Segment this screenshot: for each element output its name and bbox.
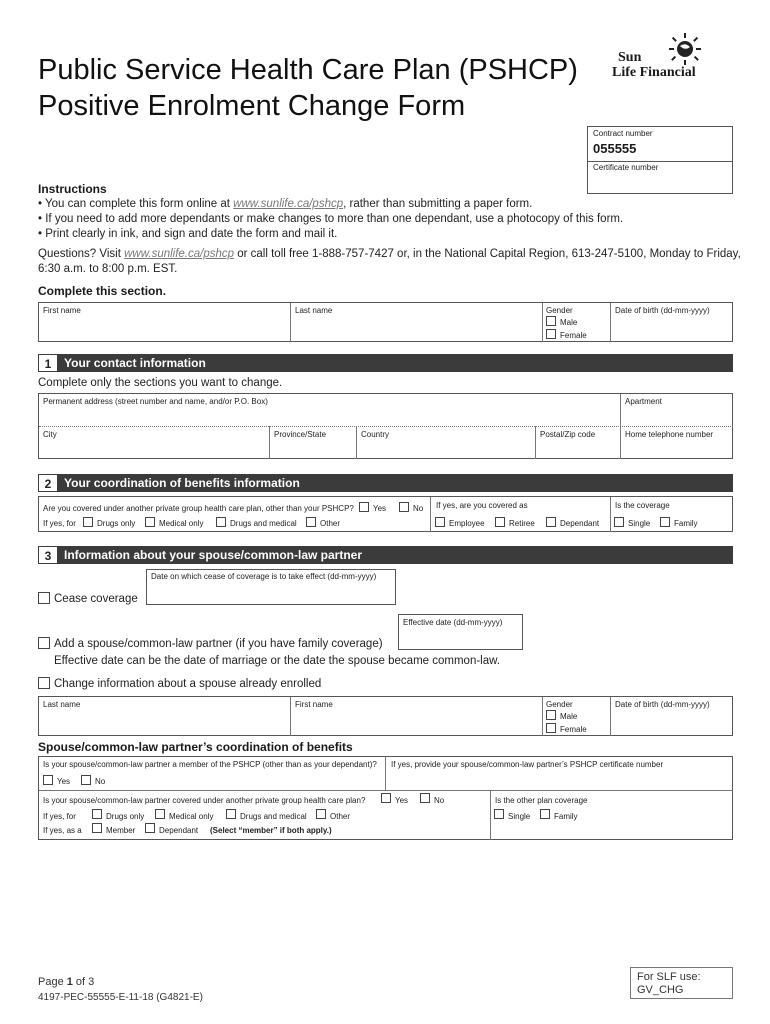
female-checkbox[interactable] <box>546 329 556 339</box>
medical-only-checkbox[interactable] <box>145 517 155 527</box>
spouse-male-label: Male <box>560 712 578 721</box>
spouse-member-question: Is your spouse/common-law partner a member of the PSHCP (other than as your dependant)? <box>43 760 377 769</box>
add-spouse-label: Add a spouse/common-law partner (if you have family coverage) <box>54 638 383 650</box>
cease-coverage-label: Cease coverage <box>54 593 138 605</box>
spouse-member-yes-label: Yes <box>57 777 71 786</box>
spouse-family-checkbox[interactable] <box>540 809 550 819</box>
spouse-cob-heading: Spouse/common-law partner’s coordination of benefits <box>38 740 353 754</box>
spouse-member-label: Member <box>106 826 136 835</box>
change-info-label: Change information about a spouse already enrolled <box>54 678 322 690</box>
covered-as-label: If yes, are you covered as <box>436 501 528 510</box>
employee-label: Employee <box>449 519 485 528</box>
spouse-name-row <box>38 696 733 736</box>
other-plan-coverage-label: Is the other plan coverage <box>495 796 588 805</box>
sun-life-logo <box>610 32 735 82</box>
spouse-female-checkbox[interactable] <box>546 723 556 733</box>
effective-date-field[interactable] <box>398 614 523 650</box>
address-block <box>38 393 733 459</box>
cob-question: Are you covered under another private group health care plan, other than your PSHCP? <box>43 504 354 513</box>
dependant-label: Dependant <box>560 519 600 528</box>
name-row <box>38 302 733 342</box>
spouse-single-label: Single <box>508 812 531 821</box>
change-info-checkbox[interactable] <box>38 677 50 689</box>
address-label: Permanent address (street number and name, and/or P.O. Box) <box>43 397 268 406</box>
retiree-label: Retiree <box>509 519 535 528</box>
family-label: Family <box>674 519 698 528</box>
spouse-ifyes-as-label: If yes, as a <box>43 826 82 835</box>
other-checkbox[interactable] <box>306 517 316 527</box>
province-label: Province/State <box>274 430 327 439</box>
section-1-bar <box>38 354 733 372</box>
cease-date-label: Date on which cease of coverage is to take effect (dd-mm-yyyy) <box>151 572 377 581</box>
city-label: City <box>43 430 57 439</box>
spouse-other-label: Other <box>330 812 351 821</box>
spouse-male-checkbox[interactable] <box>546 710 556 720</box>
spouse-plan-no-checkbox[interactable] <box>420 793 430 803</box>
section-3-bar <box>38 546 733 564</box>
sunlife-link[interactable]: www.sunlife.ca/pshcp <box>233 198 344 210</box>
select-member-note: (Select “member” if both apply.) <box>210 826 332 835</box>
postal-label: Postal/Zip code <box>540 430 596 439</box>
section-3-title: Information about your spouse/common-law partner <box>64 548 363 562</box>
spouse-medical-only-label: Medical only <box>169 812 214 821</box>
dependant-checkbox[interactable] <box>546 517 556 527</box>
slf-use-code: GV_CHG <box>637 984 684 996</box>
certificate-number-label: Certificate number <box>593 163 659 172</box>
spouse-gender-label: Gender <box>546 700 573 709</box>
spouse-member-no-label: No <box>95 777 106 786</box>
other-label: Other <box>320 519 341 528</box>
spouse-certificate-label: If yes, provide your spouse/common-law partner’s PSHCP certificate number <box>391 760 664 769</box>
spouse-member-no-checkbox[interactable] <box>81 775 91 785</box>
spouse-drugs-only-checkbox[interactable] <box>92 809 102 819</box>
add-spouse-checkbox[interactable] <box>38 637 50 649</box>
instruction-bullet-3: • Print clearly in ink, and sign and date the form and mail it. <box>38 228 338 240</box>
family-checkbox[interactable] <box>660 517 670 527</box>
spouse-other-plan-question: Is your spouse/common-law partner covered under another private group health care plan? <box>43 796 366 805</box>
page-title <box>38 52 578 124</box>
cease-coverage-checkbox[interactable] <box>38 592 50 604</box>
spouse-dob-label: Date of birth (dd-mm-yyyy) <box>615 700 710 709</box>
ifyes-for-label: If yes, for <box>43 519 76 528</box>
spouse-ifyes-for-label: If yes, for <box>43 812 76 821</box>
section-2-number: 2 <box>38 474 58 492</box>
spouse-medical-only-checkbox[interactable] <box>155 809 165 819</box>
male-label: Male <box>560 318 578 327</box>
logo-life-financial: Life Financial <box>612 65 696 80</box>
instruction-bullet-2: • If you need to add more dependants or make changes to more than one dependant, use a photocopy of this form. <box>38 213 624 225</box>
first-name-label: First name <box>43 306 81 315</box>
phone-label: Home telephone number <box>625 430 714 439</box>
female-label: Female <box>560 331 587 340</box>
title-line-1: Public Service Health Care Plan (PSHCP) <box>38 54 578 86</box>
drugs-medical-label: Drugs and medical <box>230 519 297 528</box>
complete-heading: Complete this section. <box>38 284 167 298</box>
employee-checkbox[interactable] <box>435 517 445 527</box>
sunlife-link-2[interactable]: www.sunlife.ca/pshcp <box>124 248 235 260</box>
spouse-female-label: Female <box>560 725 587 734</box>
spouse-cob-block <box>38 756 733 840</box>
dob-label: Date of birth (dd-mm-yyyy) <box>615 306 710 315</box>
country-label: Country <box>361 430 390 439</box>
section-2-title: Your coordination of benefits information <box>64 476 300 490</box>
instructions-heading: Instructions <box>38 182 107 196</box>
spouse-dependant-label: Dependant <box>159 826 199 835</box>
cob-no-label: No <box>413 504 424 513</box>
spouse-member-checkbox[interactable] <box>92 823 102 833</box>
instruction-bullet-1: • You can complete this form online at www.sunlife.ca/pshcp, rather than submitting a paper form. <box>38 198 533 210</box>
single-checkbox[interactable] <box>614 517 624 527</box>
cob-yes-label: Yes <box>373 504 387 513</box>
logo-sun: Sun <box>618 50 642 65</box>
contract-number-value[interactable]: 055555 <box>593 141 637 156</box>
slf-use-box <box>630 967 733 999</box>
add-spouse-note: Effective date can be the date of marriage or the date the spouse became common-law. <box>54 655 500 667</box>
contract-number-label: Contract number <box>593 129 653 138</box>
section-1-title: Your contact information <box>64 356 206 370</box>
spouse-plan-yes-label: Yes <box>395 796 409 805</box>
coordination-block <box>38 496 733 532</box>
contract-box <box>587 126 733 194</box>
cease-date-field[interactable] <box>146 569 396 605</box>
spouse-family-label: Family <box>554 812 578 821</box>
male-checkbox[interactable] <box>546 316 556 326</box>
section-1-intro: Complete only the sections you want to change. <box>38 377 283 389</box>
gender-label: Gender <box>546 306 573 315</box>
drugs-only-checkbox[interactable] <box>83 517 93 527</box>
cob-yes-checkbox[interactable] <box>359 502 369 512</box>
section-2-bar <box>38 474 733 492</box>
questions-hours: 6:30 a.m. to 8:00 p.m. EST. <box>38 263 178 275</box>
last-name-label: Last name <box>295 306 333 315</box>
page-number: Page 1 of 3 <box>38 976 95 988</box>
effective-date-label: Effective date (dd-mm-yyyy) <box>403 618 503 627</box>
medical-only-label: Medical only <box>159 519 204 528</box>
section-1-number: 1 <box>38 354 58 372</box>
spouse-plan-no-label: No <box>434 796 445 805</box>
spouse-member-yes-checkbox[interactable] <box>43 775 53 785</box>
section-3-number: 3 <box>38 546 58 564</box>
slf-use-label: For SLF use: <box>637 971 701 983</box>
form-code: 4197-PEC-55555-E-11-18 (G4821-E) <box>38 992 203 1003</box>
spouse-single-checkbox[interactable] <box>494 809 504 819</box>
spouse-drugs-only-label: Drugs only <box>106 812 145 821</box>
spouse-last-name-label: Last name <box>43 700 81 709</box>
spouse-drugs-medical-checkbox[interactable] <box>226 809 236 819</box>
sun-icon <box>668 32 702 66</box>
questions-text: Questions? Visit www.sunlife.ca/pshcp or call toll free 1-888-757-7427 or, in the National Capital Region, 613-247-5100, Monday to Friday, <box>38 248 741 260</box>
cob-no-checkbox[interactable] <box>399 502 409 512</box>
drugs-medical-checkbox[interactable] <box>216 517 226 527</box>
spouse-drugs-medical-label: Drugs and medical <box>240 812 307 821</box>
retiree-checkbox[interactable] <box>495 517 505 527</box>
spouse-dependant-checkbox[interactable] <box>145 823 155 833</box>
is-coverage-label: Is the coverage <box>615 501 670 510</box>
spouse-plan-yes-checkbox[interactable] <box>381 793 391 803</box>
single-label: Single <box>628 519 651 528</box>
drugs-only-label: Drugs only <box>97 519 136 528</box>
apartment-label: Apartment <box>625 397 662 406</box>
spouse-first-name-label: First name <box>295 700 333 709</box>
title-line-2: Positive Enrolment Change Form <box>38 90 466 122</box>
spouse-other-checkbox[interactable] <box>316 809 326 819</box>
